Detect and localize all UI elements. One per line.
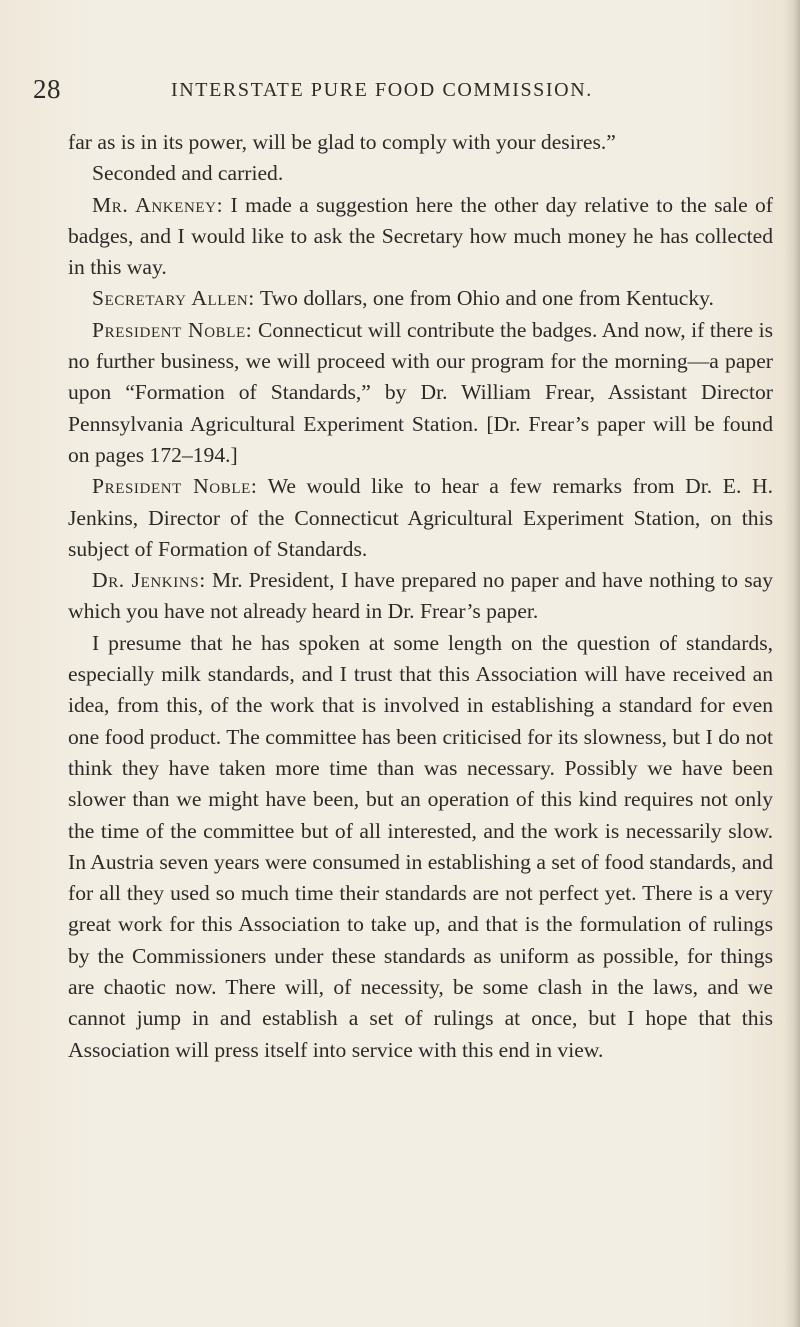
paragraph [68, 190, 773, 284]
paragraph-text: Mr. President, I have prepared no paper and have nothing to say which you have not already heard in Dr. Frear’s paper. [68, 568, 774, 624]
body-text [68, 127, 773, 1066]
paragraph-text: I made a suggestion here the other day relative to the sale of badges, and I would like to ask the Secretary how much money he has collected in this way. [68, 192, 773, 280]
page-edge-shadow [784, 0, 800, 1327]
speaker-name: Mr. Ankeney: [92, 192, 224, 217]
paragraph-text: Two dollars, one from Ohio and one from Kentucky. [259, 286, 714, 311]
speaker-name: Secretary Allen: [92, 286, 255, 311]
paragraph-text: far as is in its power, will be glad to comply with your desires.” [68, 130, 616, 154]
paragraph [68, 158, 773, 189]
paragraph-text: Seconded and carried. [92, 161, 284, 186]
speaker-name: President Noble: [92, 474, 258, 499]
running-title: INTERSTATE PURE FOOD COMMISSION. [171, 79, 593, 101]
speaker-name: Dr. Jenkins: [92, 568, 206, 593]
paragraph-text: We would like to hear a few remarks from Dr. E. H. Jenkins, Director of the Connecticut Agricultural Experiment Station, on this subject of Formation of Standards. [68, 474, 773, 561]
paragraph-text: Connecticut will contribute the badges. And now, if there is no further business, we will proceed with our program for the morning—a paper upon “Formation of Standards,” by Dr. William Frear, Assistant Director Pennsylvania Agricultural Experiment Station. [Dr. Frear’s paper will be found on pages 172–194.] [68, 317, 773, 467]
speaker-name: President Noble: [92, 317, 253, 342]
paragraph [68, 283, 773, 314]
paragraph [68, 127, 773, 158]
paragraph [68, 315, 773, 471]
paragraph [68, 628, 773, 1066]
paragraph-text: I presume that he has spoken at some length on the question of standards, especially milk standards, and I trust that this Association will have received an idea, from this, of the work that is involved in establishing a standard for even one food product. The committee has been criticised for its slowness, but I do not think they have taken more time than was necessary. Possibly we have been slower than we might have been, but an operation of this kind requires not only the time of the committee but of all interested, and the work is necessarily slow. In Austria seven years were consumed in establishing a set of food standards, and for all they used so much time their standards are not perfect yet. There is a very great work for this Association to take up, and that is the formulation of rulings by the Commissioners under these standards as uniform as possible, for things are chaotic now. There will, of necessity, be some clash in the laws, and we cannot jump in and establish a set of rulings at once, but I hope that this Association will press itself into service with this end in view. [68, 630, 773, 1062]
paragraph [68, 471, 773, 565]
page-number: 28 [33, 74, 61, 104]
paragraph [68, 565, 773, 628]
